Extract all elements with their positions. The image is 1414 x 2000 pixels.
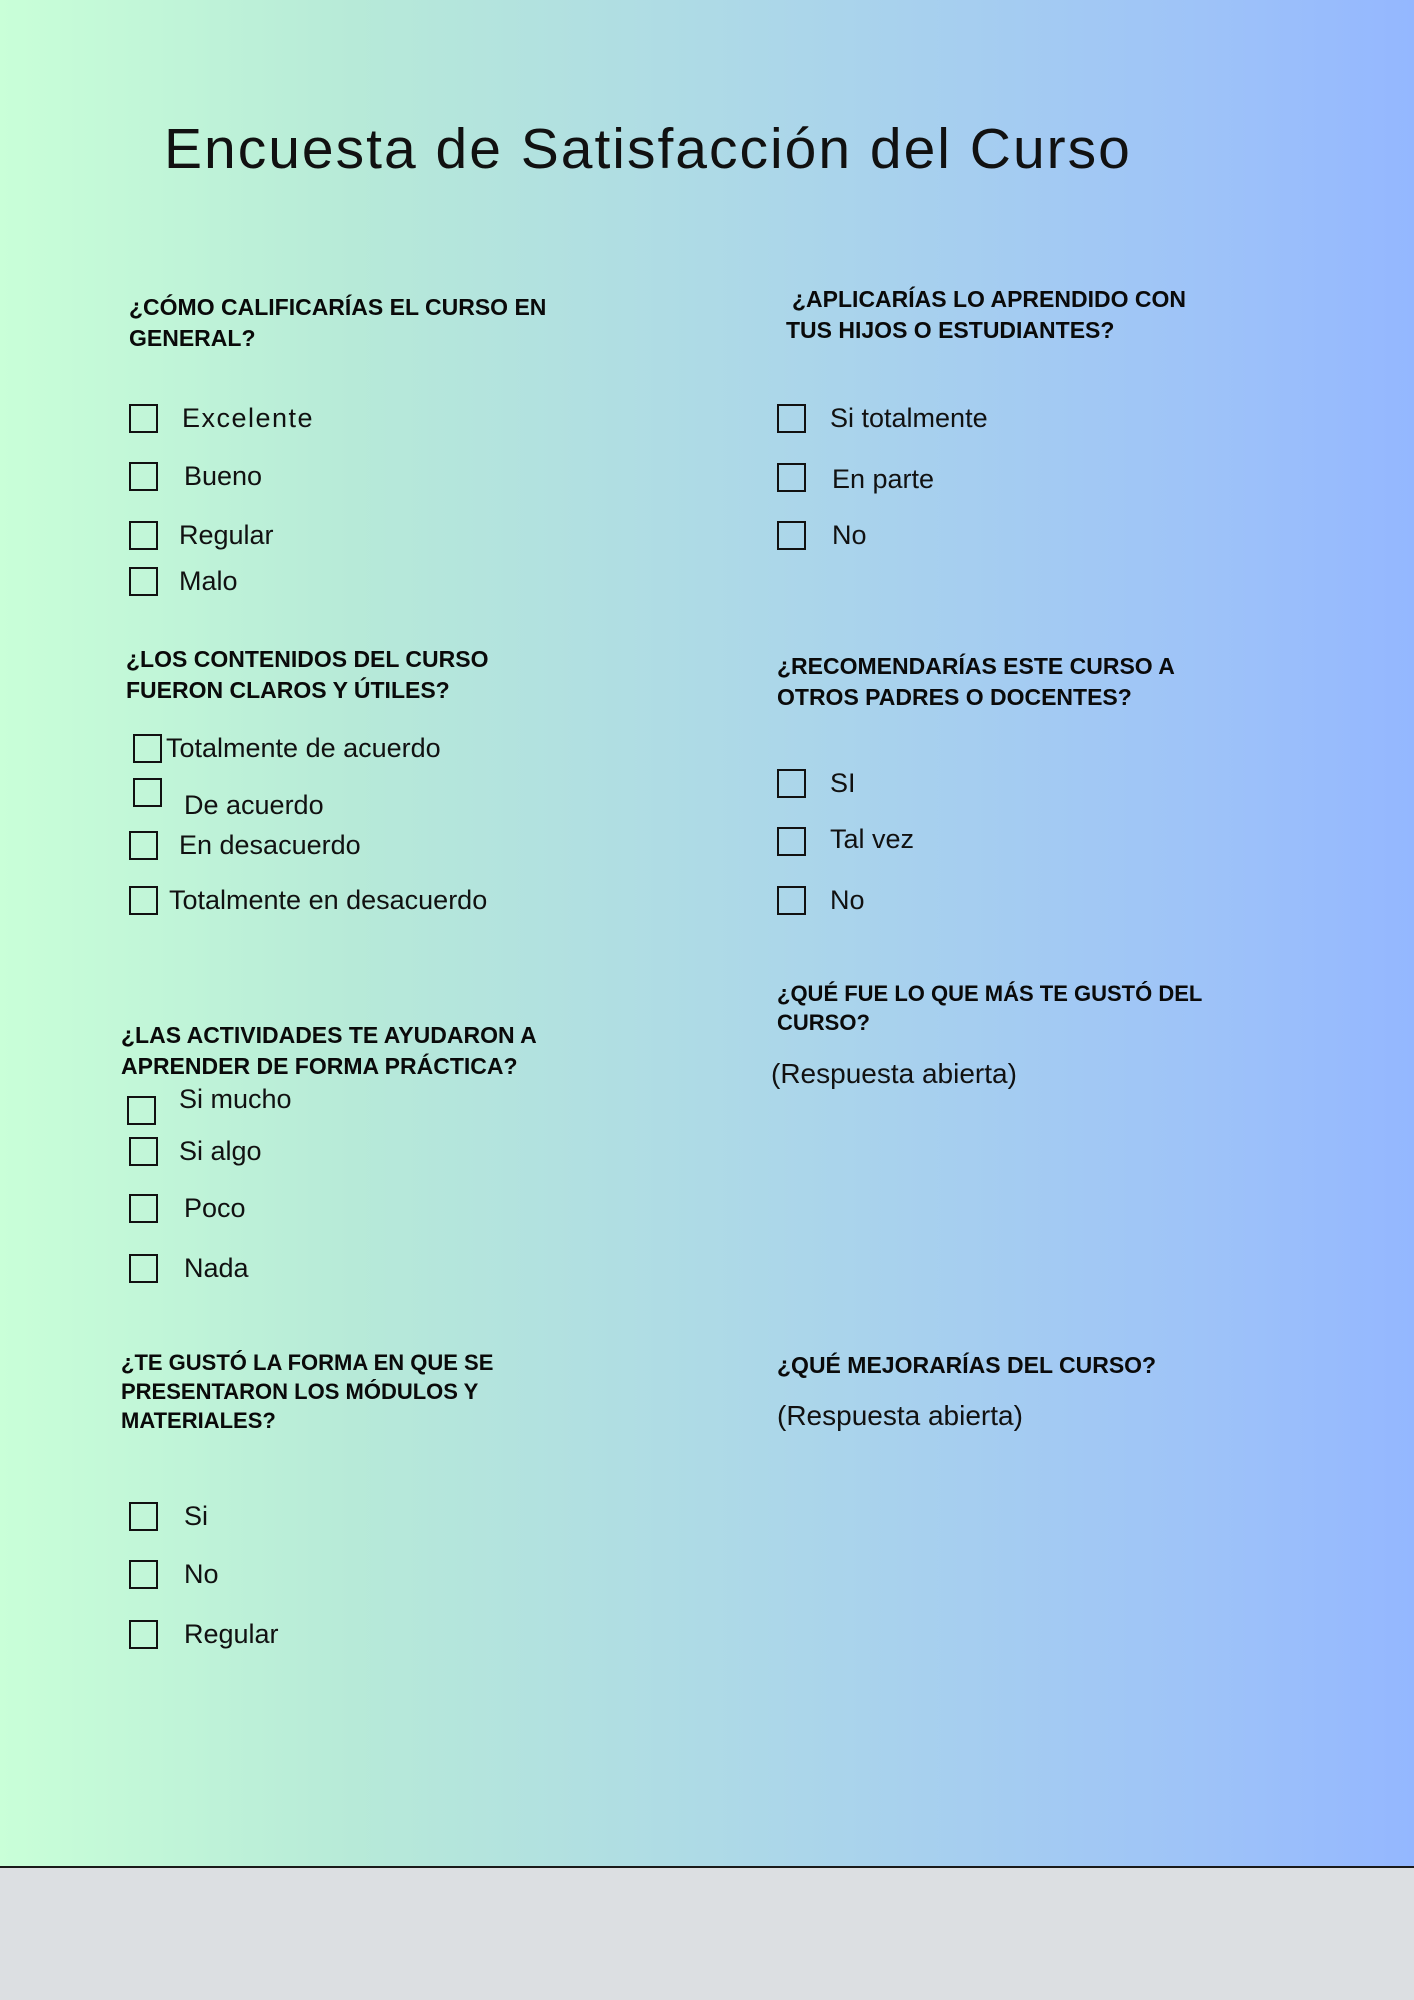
option-excelente[interactable]	[129, 401, 314, 435]
option-label: Tal vez	[830, 823, 915, 854]
option-label: En parte	[832, 463, 935, 494]
page-footer-band	[0, 1868, 1414, 2000]
question-line: OTROS PADRES O DOCENTES?	[777, 684, 1132, 710]
open-answer[interactable]: (Respuesta abierta)	[777, 1400, 1023, 1431]
option-label: No	[832, 519, 867, 550]
option-label: Excelente	[182, 402, 315, 433]
checkbox[interactable]	[777, 404, 806, 433]
question-line: PRESENTARON LOS MÓDULOS Y	[121, 1379, 479, 1404]
question-line: ¿APLICARÍAS LO APRENDIDO CON	[792, 286, 1186, 312]
question-line: APRENDER DE FORMA PRÁCTICA?	[121, 1053, 518, 1079]
checkbox[interactable]	[777, 886, 806, 915]
option-label: Si mucho	[179, 1083, 292, 1114]
option-label: De acuerdo	[184, 789, 324, 820]
question-improvements	[777, 1350, 1156, 1381]
checkbox[interactable]	[777, 769, 806, 798]
option-label: Si	[184, 1500, 209, 1531]
question-line: MATERIALES?	[121, 1408, 276, 1433]
option-de-acuerdo[interactable]	[133, 775, 324, 820]
option-label: No	[830, 884, 865, 915]
option-label: SI	[830, 767, 856, 798]
option-label: Totalmente en desacuerdo	[169, 884, 488, 915]
option-tal-vez[interactable]	[777, 824, 914, 858]
checkbox[interactable]	[133, 778, 162, 807]
option-label: Poco	[184, 1192, 246, 1223]
option-totalmente-en-desacuerdo[interactable]	[129, 883, 487, 917]
question-line: ¿LOS CONTENIDOS DEL CURSO	[126, 646, 489, 672]
question-module-presentation	[121, 1348, 493, 1435]
option-label: Totalmente de acuerdo	[166, 732, 441, 763]
checkbox[interactable]	[129, 567, 158, 596]
checkbox[interactable]	[133, 734, 162, 763]
option-label: Regular	[179, 519, 274, 550]
option-en-desacuerdo[interactable]	[129, 828, 361, 862]
option-label: Regular	[184, 1618, 279, 1649]
option-malo[interactable]	[129, 564, 238, 598]
page-title: Encuesta de Satisfacción del Curso	[164, 117, 1132, 181]
checkbox[interactable]	[777, 463, 806, 492]
checkbox[interactable]	[129, 831, 158, 860]
checkbox[interactable]	[129, 1502, 158, 1531]
option-label: En desacuerdo	[179, 829, 361, 860]
option-totalmente-de-acuerdo[interactable]	[133, 731, 441, 765]
checkbox[interactable]	[127, 1096, 156, 1125]
option-poco[interactable]	[129, 1191, 246, 1225]
checkbox[interactable]	[129, 1254, 158, 1283]
option-si-mucho[interactable]	[127, 1083, 292, 1121]
option-regular[interactable]	[129, 518, 274, 552]
option-label: Nada	[184, 1252, 249, 1283]
question-line: ¿CÓMO CALIFICARÍAS EL CURSO EN	[129, 294, 547, 320]
question-apply-learning	[786, 284, 1186, 346]
option-label: Malo	[179, 565, 238, 596]
question-line: TUS HIJOS O ESTUDIANTES?	[786, 317, 1115, 343]
option-label: Si algo	[179, 1135, 262, 1166]
question-line: ¿RECOMENDARÍAS ESTE CURSO A	[777, 653, 1175, 679]
option-no[interactable]	[129, 1557, 219, 1591]
option-label: Si totalmente	[830, 402, 988, 433]
option-bueno[interactable]	[129, 459, 262, 493]
option-si-algo[interactable]	[129, 1134, 262, 1168]
question-line: GENERAL?	[129, 325, 256, 351]
question-line: FUERON CLAROS Y ÚTILES?	[126, 677, 450, 703]
checkbox[interactable]	[129, 1620, 158, 1649]
question-line: ¿TE GUSTÓ LA FORMA EN QUE SE	[121, 1350, 494, 1375]
option-regular[interactable]	[129, 1617, 279, 1651]
option-no[interactable]	[777, 518, 867, 552]
checkbox[interactable]	[129, 1194, 158, 1223]
checkbox[interactable]	[129, 521, 158, 550]
checkbox[interactable]	[777, 827, 806, 856]
question-line: ¿QUÉ FUE LO QUE MÁS TE GUSTÓ DEL	[777, 981, 1203, 1006]
option-si-totalmente[interactable]	[777, 401, 988, 435]
option-label: No	[184, 1558, 219, 1589]
question-line: ¿LAS ACTIVIDADES TE AYUDARON A	[121, 1022, 537, 1048]
question-line: ¿QUÉ MEJORARÍAS DEL CURSO?	[777, 1352, 1157, 1378]
question-practical-activities	[121, 1020, 537, 1082]
question-recommend-course	[777, 651, 1175, 713]
checkbox[interactable]	[129, 404, 158, 433]
question-liked-most	[777, 979, 1202, 1037]
checkbox[interactable]	[129, 1560, 158, 1589]
option-si[interactable]	[129, 1499, 208, 1533]
option-en-parte[interactable]	[777, 460, 934, 494]
checkbox[interactable]	[129, 1137, 158, 1166]
option-nada[interactable]	[129, 1251, 249, 1285]
checkbox[interactable]	[777, 521, 806, 550]
checkbox[interactable]	[129, 462, 158, 491]
option-si[interactable]	[777, 766, 856, 800]
open-answer[interactable]: (Respuesta abierta)	[771, 1058, 1017, 1089]
option-label: Bueno	[184, 460, 263, 491]
question-overall-rating	[129, 292, 546, 354]
question-line: CURSO?	[777, 1010, 870, 1035]
question-content-clarity	[126, 644, 489, 706]
checkbox[interactable]	[129, 886, 158, 915]
option-no[interactable]	[777, 883, 865, 917]
